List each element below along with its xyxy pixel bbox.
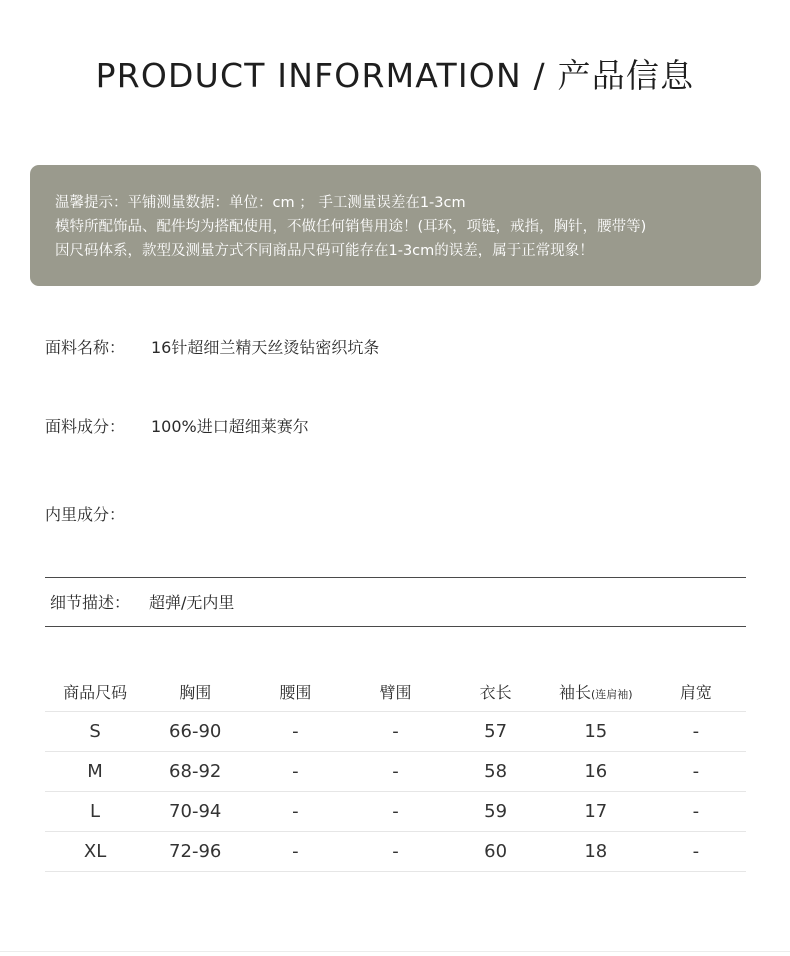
cell-arm: - (345, 752, 445, 792)
header-length: 衣长 (446, 672, 546, 712)
cell-waist: - (245, 752, 345, 792)
cell-chest: 72-96 (145, 832, 245, 872)
page-title: PRODUCT INFORMATION / 产品信息 (95, 56, 695, 96)
cell-chest: 68-92 (145, 752, 245, 792)
fabric-composition-label: 面料成分： (45, 417, 126, 436)
cell-chest: 66-90 (145, 712, 245, 752)
cell-size: S (45, 712, 145, 752)
table-row (45, 792, 746, 832)
cell-shoulder: - (646, 792, 746, 832)
cell-sleeve: 17 (546, 792, 646, 832)
cell-shoulder: - (646, 752, 746, 792)
header-shoulder: 肩宽 (646, 672, 746, 712)
fabric-composition-row (45, 414, 309, 437)
fabric-name-label: 面料名称： (45, 338, 126, 357)
cell-waist: - (245, 832, 345, 872)
cell-size: L (45, 792, 145, 832)
cell-length: 59 (446, 792, 546, 832)
notice-line: 因尺码体系，款型及测量方式不同商品尺码可能存在1-3cm的误差，属于正常现象！ (55, 243, 594, 259)
header-arm: 臂围 (345, 672, 445, 712)
lining-composition-row (45, 502, 151, 525)
notice-line: 温馨提示：平铺测量数据：单位：cm ； 手工测量误差在1-3cm (55, 195, 466, 211)
table-row (45, 712, 746, 752)
header-waist: 腰围 (245, 672, 345, 712)
size-table (45, 672, 746, 872)
divider (45, 626, 746, 627)
cell-sleeve: 18 (546, 832, 646, 872)
cell-length: 60 (446, 832, 546, 872)
divider (45, 577, 746, 578)
cell-shoulder: - (646, 832, 746, 872)
cell-size: M (45, 752, 145, 792)
cell-shoulder: - (646, 712, 746, 752)
cell-sleeve: 16 (546, 752, 646, 792)
cell-waist: - (245, 792, 345, 832)
cell-arm: - (345, 792, 445, 832)
lining-composition-label: 内里成分： (45, 505, 126, 524)
notice-box (30, 165, 761, 286)
bottom-divider (0, 951, 790, 952)
cell-waist: - (245, 712, 345, 752)
cell-length: 57 (446, 712, 546, 752)
header-chest: 胸围 (145, 672, 245, 712)
cell-length: 58 (446, 752, 546, 792)
details-value: 超弹/无内里 (149, 593, 235, 612)
notice-line: 模特所配饰品、配件均为搭配使用，不做任何销售用途！(耳环，项链，戒指，胸针，腰带等) (55, 219, 647, 235)
fabric-composition-value: 100%进口超细莱赛尔 (151, 417, 309, 436)
header-sleeve (546, 672, 646, 712)
fabric-name-row (45, 335, 379, 358)
cell-arm: - (345, 712, 445, 752)
cell-sleeve: 15 (546, 712, 646, 752)
fabric-name-value: 16针超细兰精天丝烫钻密织坑条 (151, 338, 380, 357)
header-size: 商品尺码 (45, 672, 145, 712)
table-row (45, 752, 746, 792)
header-sleeve-note: (连肩袖) (590, 688, 633, 701)
cell-arm: - (345, 832, 445, 872)
header-sleeve-label: 袖长 (558, 683, 591, 702)
size-table-header (45, 672, 746, 712)
cell-chest: 70-94 (145, 792, 245, 832)
details-label: 细节描述： (50, 593, 131, 612)
cell-size: XL (45, 832, 145, 872)
table-row (45, 832, 746, 872)
details-row (50, 590, 234, 613)
